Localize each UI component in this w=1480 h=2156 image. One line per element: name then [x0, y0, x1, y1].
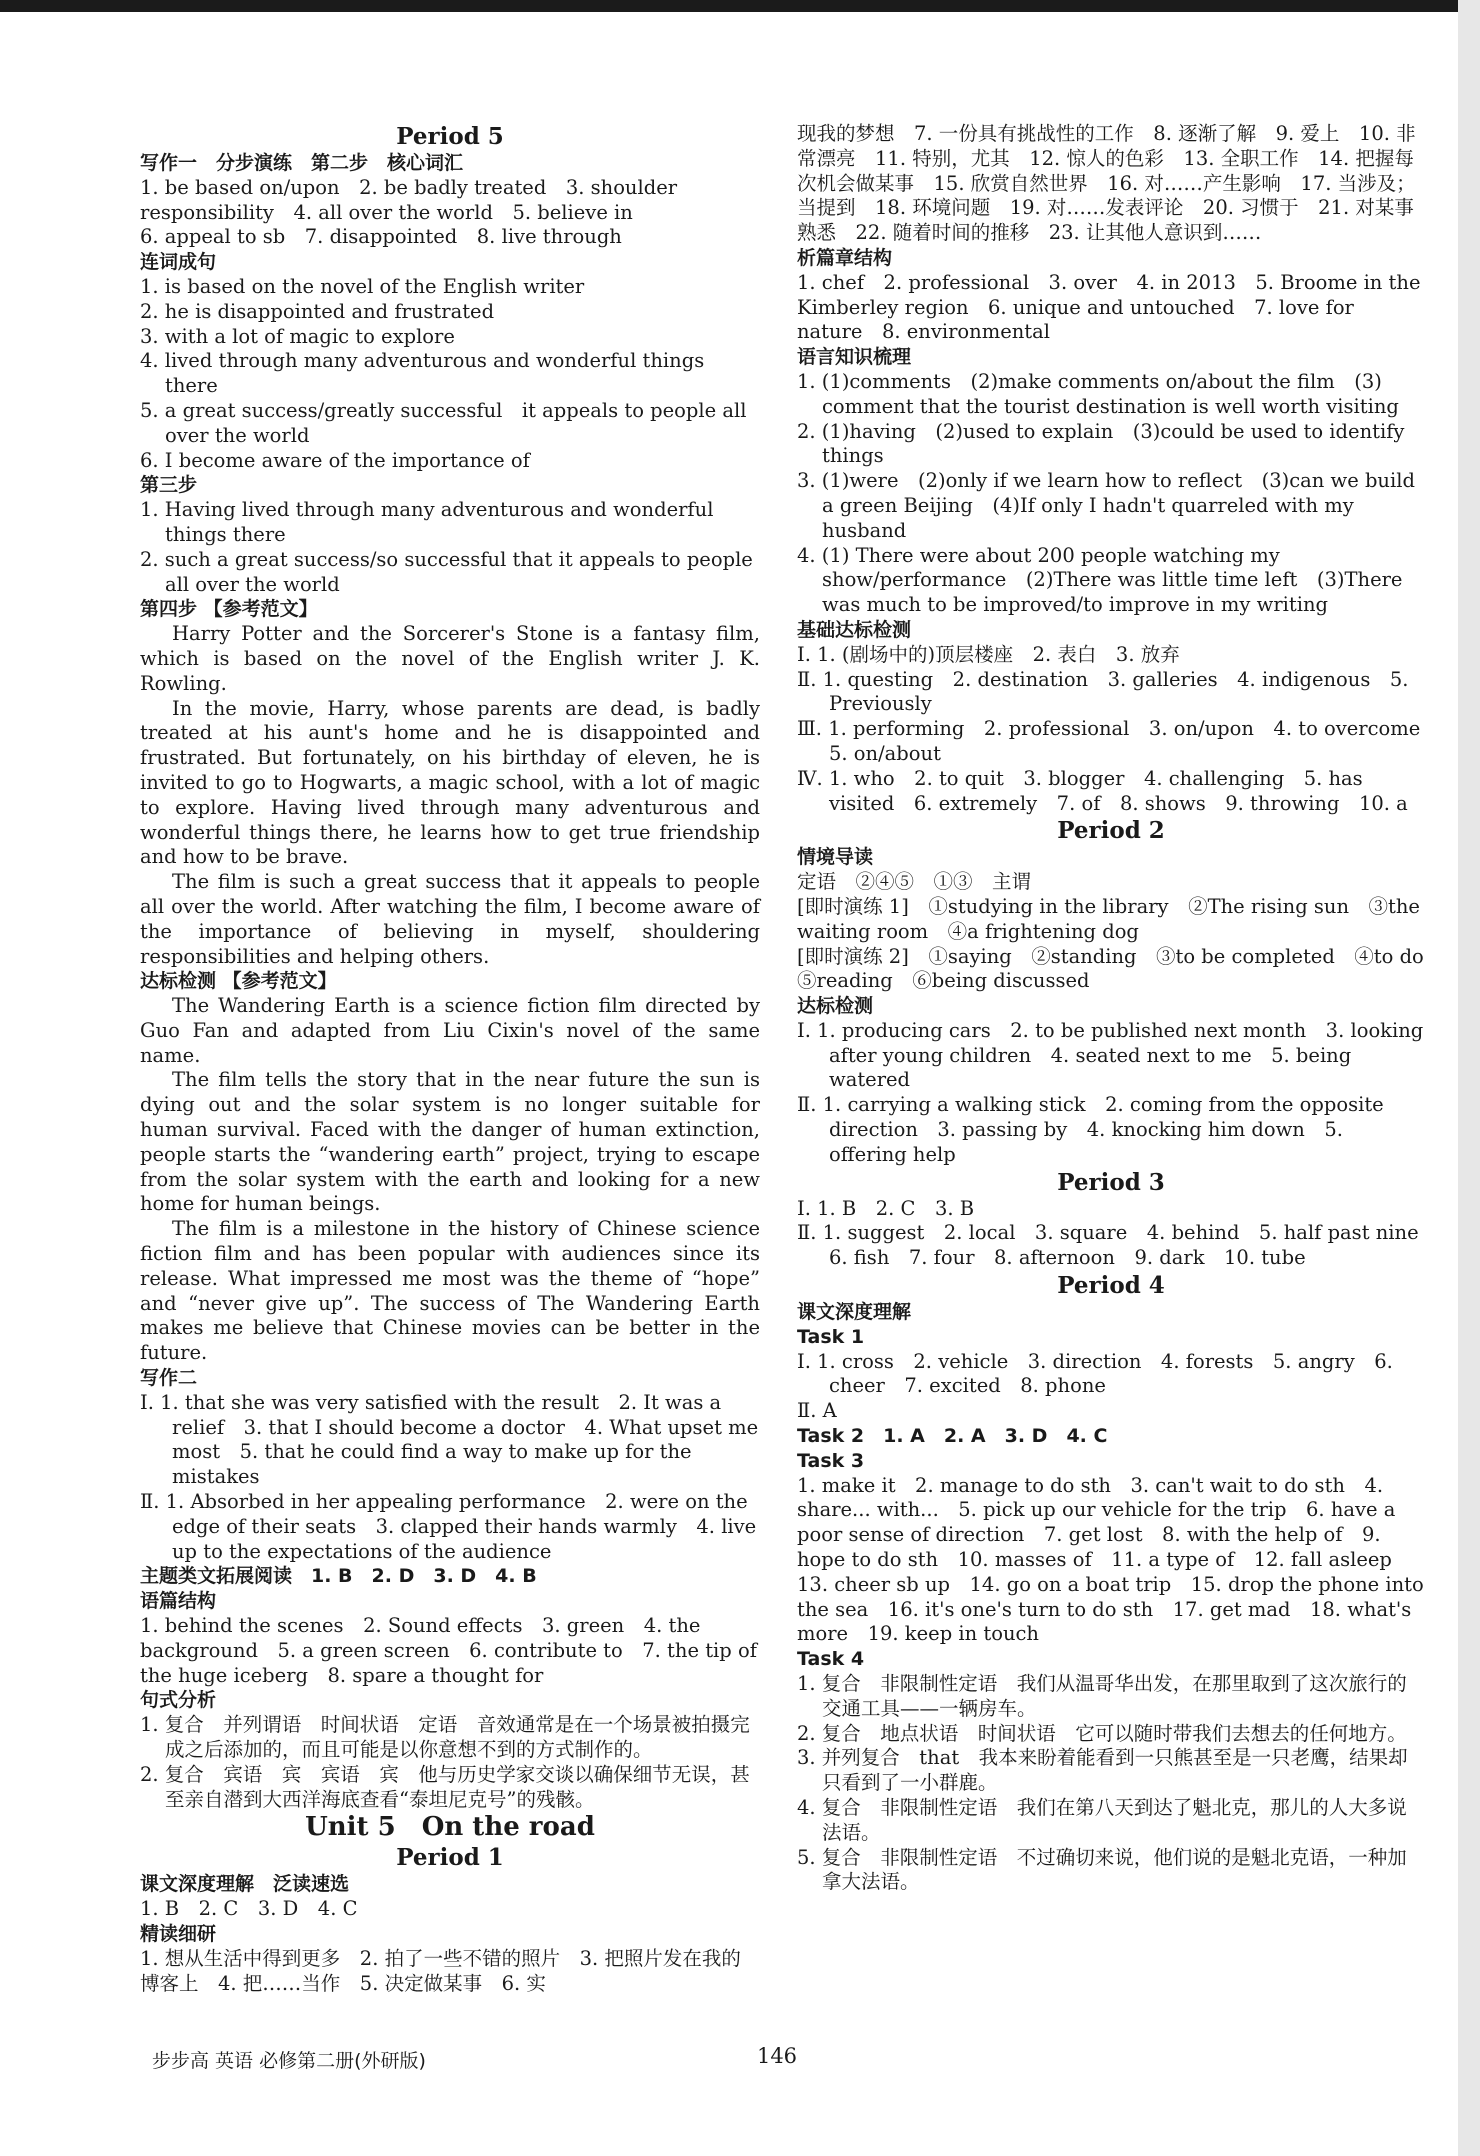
answer-line: 1. be based on/upon 2. be badly treated 3. shoulder responsibility 4. all over the world 5. believe in	[140, 175, 678, 224]
essay-paragraph: In the movie, Harry, whose parents are dead, is badly treated at his aunt's home and he is disappointed and frustrated. But fortunately, on his birthday of eleven, he is invited to go to Hogwarts, a magic school, with a lot of magic to explore. Having lived through many adventurous and wonderful things there, he learns how to get true friendship and how to be brave.	[140, 696, 760, 869]
section-heading: 第三步	[140, 474, 198, 497]
answer-item: 1. is based on the novel of the English writer	[140, 274, 585, 298]
period-title: Period 3	[1057, 1168, 1165, 1196]
answer-group: Ⅲ. 1. performing 2. professional 3. on/upon 4. to overcome 5. on/about	[797, 717, 1440, 765]
section-heading: 写作二	[140, 1367, 198, 1390]
answer-item: 4. (1) There were about 200 people watching my show/performance (2)There was little time left (3)There was much to be improved/to improve in my writing	[797, 543, 1403, 617]
answer-item: 2. (1)having (2)used to explain (3)could be used to identify things	[797, 419, 1405, 468]
answer-group: Ⅱ. 1. questing 2. destination 3. galleries 4. indigenous 5. Previously	[797, 667, 1409, 716]
answer-line: 现我的梦想 7. 一份具有挑战性的工作 8. 逐渐了解 9. 爱上 10. 非常漂亮 11. 特别，尤其 12. 惊人的色彩 13. 全职工作 14. 把握每次机会做某事 15. 欣赏自然世界 16. 对……产生影响 17. 当涉及；当提到 18. 环境问题 19. 对……发表评论 20. 习惯于 21. 对某事熟悉 22. 随着时间的推移 23. 让其他人意识到……	[797, 122, 1416, 245]
answer-group: Ⅰ. 1. producing cars 2. to be published next month 3. looking after young children 4. seated next to me 5. being watered	[797, 1018, 1424, 1092]
period-title: Period 5	[396, 123, 504, 150]
answer-item: 5. 复合 非限制性定语 不过确切来说，他们说的是魁北克语，一种加拿大法语。	[797, 1845, 1407, 1894]
answer-line: 1. 想从生活中得到更多 2. 拍了一些不错的照片 3. 把照片发在我的博客上 4. 把……当作 5. 决定做某事 6. 实	[140, 1946, 741, 1995]
section-heading: 课文深度理解 泛读速选	[140, 1873, 350, 1896]
task-heading: Task 1	[797, 1325, 865, 1348]
right-margin-strip	[1458, 0, 1480, 2156]
section-heading: 情境导读	[797, 846, 874, 869]
section-heading: 第四步 【参考范文】	[140, 598, 318, 621]
answer-group: Ⅰ. 1. that she was very satisfied with the result 2. It was a relief 3. that I should become a doctor 4. What upset me most 5. that he could find a way to make up for the mistakes	[140, 1390, 759, 1489]
answer-group: Ⅰ. 1. (剧场中的)顶层楼座 2. 表白 3. 放弃	[797, 642, 1180, 666]
answer-line: [即时演练 1] ①studying in the library ②The rising sun ③the waiting room ④a frightening dog	[797, 894, 1420, 943]
answer-group: Ⅱ. 1. suggest 2. local 3. square 4. behind 5. half past nine 6. fish 7. four 8. afternoon 9. dark 10. tube	[797, 1221, 1439, 1270]
answer-group: Ⅳ. 1. who 2. to quit 3. blogger 4. challenging 5. has visited 6. extremely 7. of 8. shows 9. throwing 10. a	[797, 766, 1408, 815]
answer-item: 2. 复合 地点状语 时间状语 它可以随时带我们去想去的任何地方。	[797, 1721, 1407, 1745]
answer-item: 1. 复合 并列谓语 时间状语 定语 音效通常是在一个场景被拍摄完成之后添加的，而且可能是以你意想不到的方式制作的。	[140, 1713, 750, 1761]
answer-item: 1. (1)comments (2)make comments on/about the film (3) comment that the tourist destination is well worth visiting	[797, 369, 1399, 418]
answer-item: 2. he is disappointed and frustrated	[140, 299, 495, 323]
essay-paragraph: Harry Potter and the Sorcerer's Stone is a fantasy film, which is based on the novel of the English writer J. K. Rowling.	[140, 622, 760, 695]
answer-item: 2. such a great success/so successful that it appeals to people all over the world	[140, 547, 753, 596]
section-heading: 语言知识梳理	[797, 346, 912, 369]
answer-line: 定语 ②④⑤ ①③ 主谓	[797, 870, 1032, 894]
essay-paragraph: The film is a milestone in the history of Chinese science fiction film and has been popular with audiences since its release. What impressed me most was the theme of “hope” and “never give up”. The success of The Wandering Earth makes me believe that Chinese movies can be better in the future.	[140, 1217, 760, 1365]
section-heading: 精读细研	[140, 1922, 217, 1945]
left-column	[140, 122, 760, 1996]
page-footer	[152, 2046, 1402, 2076]
answer-item: 3. with a lot of magic to explore	[140, 324, 455, 348]
section-heading: 达标检测	[797, 995, 874, 1018]
answer-line: 1. behind the scenes 2. Sound effects 3. green 4. the background 5. a green screen 6. contribute to 7. the tip of the huge iceberg 8. spare a thought for	[140, 1614, 757, 1687]
section-heading: 语篇结构	[140, 1590, 217, 1613]
period-title: Period 2	[1057, 817, 1165, 845]
answer-group: Ⅱ. 1. carrying a walking stick 2. coming from the opposite direction 3. passing by 4. knocking him down 5. offering help	[797, 1093, 1384, 1166]
answer-group: Ⅱ. A	[797, 1399, 837, 1423]
footer-book-title: 步步高 英语 必修第二册(外研版)	[152, 2050, 426, 2072]
answer-item: 5. a great success/greatly successful it appeals to people all over the world	[140, 398, 747, 447]
answer-item: 3. (1)were (2)only if we learn how to reflect (3)can we build a green Beijing (4)If only I hadn't quarreled with my husband	[797, 469, 1415, 542]
answer-group: Ⅰ. 1. cross 2. vehicle 3. direction 4. forests 5. angry 6. cheer 7. excited 8. phone	[797, 1349, 1393, 1398]
section-heading: 达标检测 【参考范文】	[140, 970, 337, 993]
right-column	[797, 122, 1444, 1895]
section-heading: 析篇章结构	[797, 246, 893, 269]
top-border	[0, 0, 1458, 12]
answer-item: 4. lived through many adventurous and wonderful things there	[140, 349, 705, 398]
section-heading: 课文深度理解	[797, 1301, 912, 1324]
essay-paragraph: The Wandering Earth is a science fiction film directed by Guo Fan and adapted from Liu Cixin's novel of the same name.	[140, 994, 760, 1067]
essay-paragraph: The film tells the story that in the near future the sun is dying out and the solar system is no longer suitable for human survival. Faced with the danger of human extinction, people starts the “wandering earth” project, trying to escape from the solar system with the earth and looking for a new home for human beings.	[140, 1068, 760, 1216]
answer-item: 1. 复合 非限制性定语 我们从温哥华出发，在那里取到了这次旅行的交通工具——一辆房车。	[797, 1672, 1407, 1720]
unit-title: Unit 5 On the road	[305, 1812, 595, 1843]
answer-group: Ⅱ. 1. Absorbed in her appealing performance 2. were on the edge of their seats 3. clapped their hands warmly 4. live up to the expectations of the audience	[140, 1490, 757, 1563]
period-title: Period 4	[1057, 1272, 1165, 1300]
answer-item: 4. 复合 非限制性定语 我们在第八天到达了魁北克，那儿的人大多说法语。	[797, 1796, 1407, 1844]
section-heading: 基础达标检测	[797, 618, 912, 641]
answer-item: 6. I become aware of the importance of	[140, 448, 530, 472]
answer-item: 3. 并列复合 that 我本来盼着能看到一只熊甚至是一只老鹰，结果却只看到了一小群鹿。	[797, 1746, 1408, 1795]
section-heading: 主题类文拓展阅读 1. B 2. D 3. D 4. B	[140, 1565, 537, 1588]
task-heading: Task 2 1. A 2. A 3. D 4. C	[797, 1425, 1108, 1448]
answer-group: Ⅰ. 1. B 2. C 3. B	[797, 1196, 975, 1220]
answer-line: 1. make it 2. manage to do sth 3. can't wait to do sth 4. share... with... 5. pick up our vehicle for the trip 6. have a poor sense of direction 7. get lost 8. with the help of 9. hope to do sth 10. masses of 11. a type of 12. fall asleep 13. cheer sb up 14. go on a boat trip 15. drop the phone into the sea 16. it's one's turn to do sth 17. get mad 18. what's more 19. keep in touch	[797, 1473, 1424, 1646]
answer-line: 1. B 2. C 3. D 4. C	[140, 1897, 358, 1921]
essay-paragraph: The film is such a great success that it appeals to people all over the world. After watching the film, I become aware of the importance of believing in myself, shouldering responsibilities and helping others.	[140, 870, 760, 968]
period-title: Period 1	[396, 1844, 504, 1872]
answer-line: 1. chef 2. professional 3. over 4. in 2013 5. Broome in the Kimberley region 6. unique and untouched 7. love for nature 8. environmental	[797, 270, 1421, 344]
section-heading: 句式分析	[140, 1689, 217, 1712]
page-number: 146	[756, 2044, 798, 2068]
section-heading: 连词成句	[140, 251, 217, 274]
answer-line: 6. appeal to sb 7. disappointed 8. live through	[140, 225, 622, 249]
task-heading: Task 4	[797, 1648, 865, 1671]
answer-line: [即时演练 2] ①saying ②standing ③to be completed ④to do ⑤reading ⑥being discussed	[797, 944, 1444, 993]
answer-item: 1. Having lived through many adventurous and wonderful things there	[140, 498, 714, 546]
task-heading: Task 3	[797, 1449, 865, 1472]
section-heading: 写作一 分步演练 第二步 核心词汇	[140, 152, 464, 174]
answer-item: 2. 复合 宾语 宾 宾语 宾 他与历史学家交谈以确保细节无误，甚至亲自潜到大西洋海底查看“泰坦尼克号”的残骸。	[140, 1762, 750, 1811]
